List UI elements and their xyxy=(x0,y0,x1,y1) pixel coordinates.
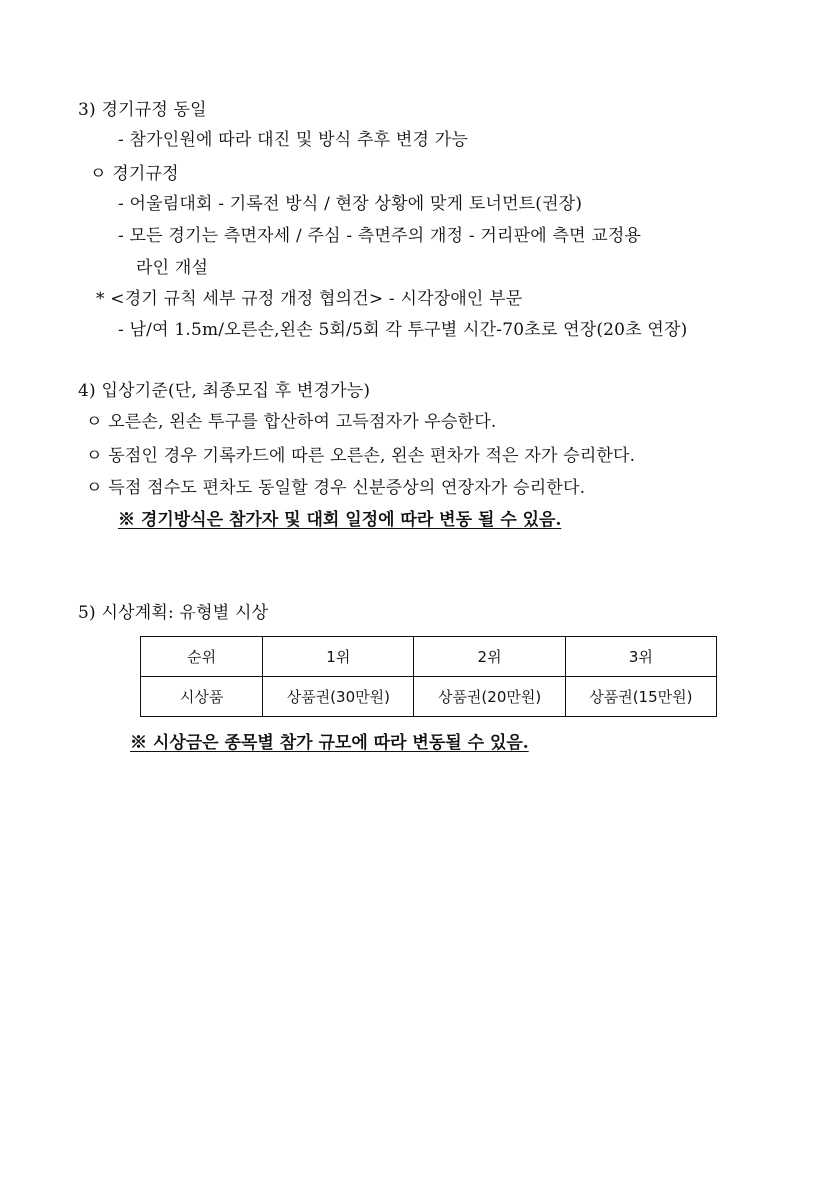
section4-item-1: ㅇ 오른손, 왼손 투구를 합산하여 고득점자가 우승한다. xyxy=(86,412,497,432)
section4-item-3: ㅇ 득점 점수도 편차도 동일할 경우 신분증상의 연장자가 승리한다. xyxy=(86,478,586,498)
row-cell-label: 시상품 xyxy=(141,677,263,717)
section5-heading: 5) 시상계획: 유형별 시상 xyxy=(78,603,269,623)
prize-table-row xyxy=(141,677,717,717)
section3-rule1: - 어울림대회 - 기록전 방식 / 현장 상황에 맞게 토너먼트(권장) xyxy=(118,194,583,214)
row-cell-3rd-prize: 상품권(15만원) xyxy=(565,677,716,717)
section3-star-sub: - 남/여 1.5m/오른손,왼손 5회/5회 각 투구별 시간-70초로 연장(20초 연장) xyxy=(118,320,688,340)
section3-rule2-line1: - 모든 경기는 측면자세 / 주심 - 측면주의 개정 - 거리판에 측면 교정용 xyxy=(118,226,642,246)
header-cell-2nd: 2위 xyxy=(414,637,565,677)
section4-heading: 4) 입상기준(단, 최종모집 후 변경가능) xyxy=(78,381,371,401)
prize-table-header-row xyxy=(141,637,717,677)
header-cell-rank: 순위 xyxy=(141,637,263,677)
section3-rule2-line2: 라인 개설 xyxy=(136,258,209,278)
row-cell-1st-prize: 상품권(30만원) xyxy=(263,677,414,717)
section4-note: ※ 경기방식은 참가자 및 대회 일정에 따라 변동 될 수 있음. xyxy=(118,510,562,530)
section3-star-note: * <경기 규칙 세부 규정 개정 협의건> - 시각장애인 부문 xyxy=(96,289,523,309)
header-cell-1st: 1위 xyxy=(263,637,414,677)
header-cell-3rd: 3위 xyxy=(565,637,716,677)
row-cell-2nd-prize: 상품권(20만원) xyxy=(414,677,565,717)
section4-item-2: ㅇ 동점인 경우 기록카드에 따른 오른손, 왼손 편차가 적은 자가 승리한다. xyxy=(86,446,636,466)
section3-heading: 3) 경기규정 동일 xyxy=(78,100,207,120)
section3-sub1: - 참가인원에 따라 대진 및 방식 추후 변경 가능 xyxy=(118,130,468,150)
section5-note: ※ 시상금은 종목별 참가 규모에 따라 변동될 수 있음. xyxy=(130,733,529,753)
prize-table xyxy=(140,636,717,717)
section3-bullet: ㅇ 경기규정 xyxy=(90,164,179,184)
